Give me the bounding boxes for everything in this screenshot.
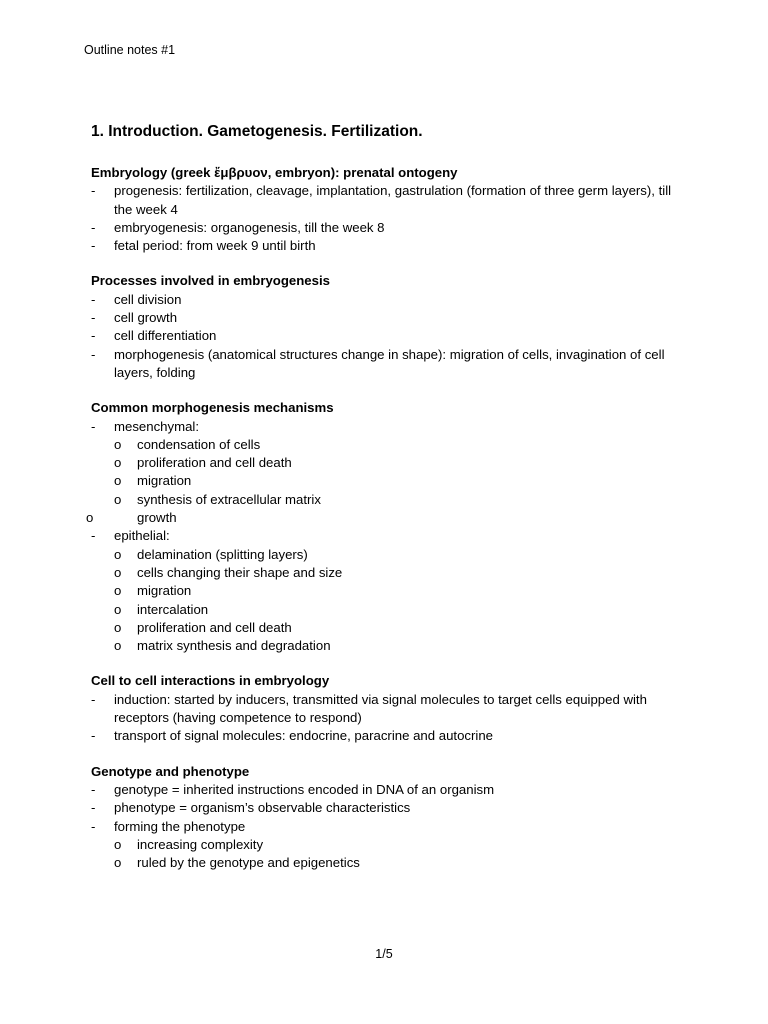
list-item: [91, 346, 681, 383]
document-title: 1. Introduction. Gametogenesis. Fertilization.: [91, 123, 423, 140]
list-item: [91, 799, 681, 817]
bullet-mark: o: [114, 436, 122, 452]
list-item: [91, 291, 681, 309]
item-text: genotype = inherited instructions encoded in DNA of an organism: [114, 781, 495, 797]
page-number: 1/5: [375, 947, 393, 961]
list-item: [91, 781, 681, 799]
bullet-mark: -: [91, 219, 96, 235]
sub-list-item: [91, 564, 681, 582]
list-item: [91, 527, 681, 545]
sub-list-item: [91, 836, 681, 854]
list-item: [91, 691, 681, 728]
list-item: [91, 418, 681, 436]
item-text: delamination (splitting layers): [137, 546, 308, 562]
bullet-mark: o: [114, 855, 122, 871]
bullet-mark: o: [114, 836, 122, 852]
outline-section: [91, 763, 681, 873]
item-text: intercalation: [137, 601, 209, 617]
item-text: proliferation and cell death: [137, 619, 292, 635]
item-text: phenotype = organism’s observable characteristics: [114, 800, 411, 816]
document-header: Outline notes #1: [84, 43, 176, 57]
sub-list-item: [91, 454, 681, 472]
bullet-mark: o: [114, 491, 122, 507]
bullet-mark: -: [91, 418, 96, 434]
bullet-mark: o: [114, 601, 122, 617]
outline-section: [91, 272, 681, 382]
item-text: progenesis: fertilization, cleavage, implantation, gastrulation (formation of three germ layers), till the week 4: [114, 183, 672, 217]
item-text: cells changing their shape and size: [137, 564, 343, 580]
item-text: transport of signal molecules: endocrine, paracrine and autocrine: [114, 728, 493, 744]
sub-list-item: [91, 436, 681, 454]
item-text: condensation of cells: [137, 436, 261, 452]
section-heading: Embryology (greek ἔμβρυον, embryon): prenatal ontogeny: [91, 165, 458, 180]
list-item: [91, 182, 681, 219]
item-text: ruled by the genotype and epigenetics: [137, 855, 360, 871]
item-text: increasing complexity: [137, 836, 264, 852]
item-text: epithelial:: [114, 528, 170, 544]
bullet-mark: o: [114, 619, 122, 635]
section-heading: Genotype and phenotype: [91, 763, 250, 779]
sub-list-item: [91, 637, 681, 655]
list-item: [91, 219, 681, 237]
item-text: migration: [137, 583, 192, 599]
item-text: growth: [137, 510, 177, 526]
item-text: forming the phenotype: [114, 818, 246, 834]
bullet-mark: -: [91, 781, 96, 797]
bullet-mark: o: [114, 455, 122, 471]
bullet-mark: o: [114, 583, 122, 599]
item-text: embryogenesis: organogenesis, till the week 8: [114, 219, 385, 235]
item-text: fetal period: from week 9 until birth: [114, 238, 316, 254]
list-item: [91, 818, 681, 836]
bullet-mark: o: [114, 638, 122, 654]
sub-list-item: [91, 601, 681, 619]
item-text: migration: [137, 473, 192, 489]
sub-list-item: [91, 472, 681, 490]
bullet-mark: o: [114, 564, 122, 580]
list-item: [91, 237, 681, 255]
section-heading: Cell to cell interactions in embryology: [91, 673, 330, 689]
bullet-mark: -: [91, 800, 96, 816]
sub-list-item: [91, 854, 681, 872]
outline-section: [86, 399, 681, 655]
sub-list-item: [91, 619, 681, 637]
bullet-mark: -: [91, 183, 96, 199]
sub-list-item: [86, 509, 681, 527]
bullet-mark: -: [91, 310, 96, 326]
bullet-mark: -: [91, 346, 96, 362]
item-text: cell division: [114, 291, 182, 307]
outline-section: [91, 164, 681, 255]
item-text: matrix synthesis and degradation: [137, 638, 331, 654]
outline-content: [86, 164, 681, 889]
item-text: proliferation and cell death: [137, 455, 292, 471]
item-text: morphogenesis (anatomical structures change in shape): migration of cells, invagination of cell layers, folding: [114, 346, 665, 380]
bullet-mark: o: [114, 546, 122, 562]
item-text: mesenchymal:: [114, 418, 200, 434]
sub-list-item: [91, 546, 681, 564]
bullet-mark: -: [91, 818, 96, 834]
bullet-mark: -: [91, 528, 96, 544]
item-text: induction: started by inducers, transmitted via signal molecules to target cells equipped with receptors (having competence to respond): [114, 691, 647, 726]
list-item: [91, 327, 681, 345]
bullet-mark: o: [86, 510, 94, 526]
sub-list-item: [91, 491, 681, 509]
item-text: cell growth: [114, 310, 178, 326]
bullet-mark: -: [91, 238, 96, 254]
item-text: cell differentiation: [114, 328, 217, 344]
bullet-mark: -: [91, 691, 96, 707]
section-heading: Common morphogenesis mechanisms: [91, 400, 334, 416]
sub-list-item: [91, 582, 681, 600]
bullet-mark: -: [91, 328, 96, 344]
list-item: [91, 309, 681, 327]
bullet-mark: -: [91, 291, 96, 307]
item-text: synthesis of extracellular matrix: [137, 491, 321, 507]
list-item: [91, 727, 681, 745]
outline-section: [91, 672, 681, 745]
bullet-mark: -: [91, 728, 96, 744]
bullet-mark: o: [114, 473, 122, 489]
section-heading: Processes involved in embryogenesis: [91, 273, 330, 289]
